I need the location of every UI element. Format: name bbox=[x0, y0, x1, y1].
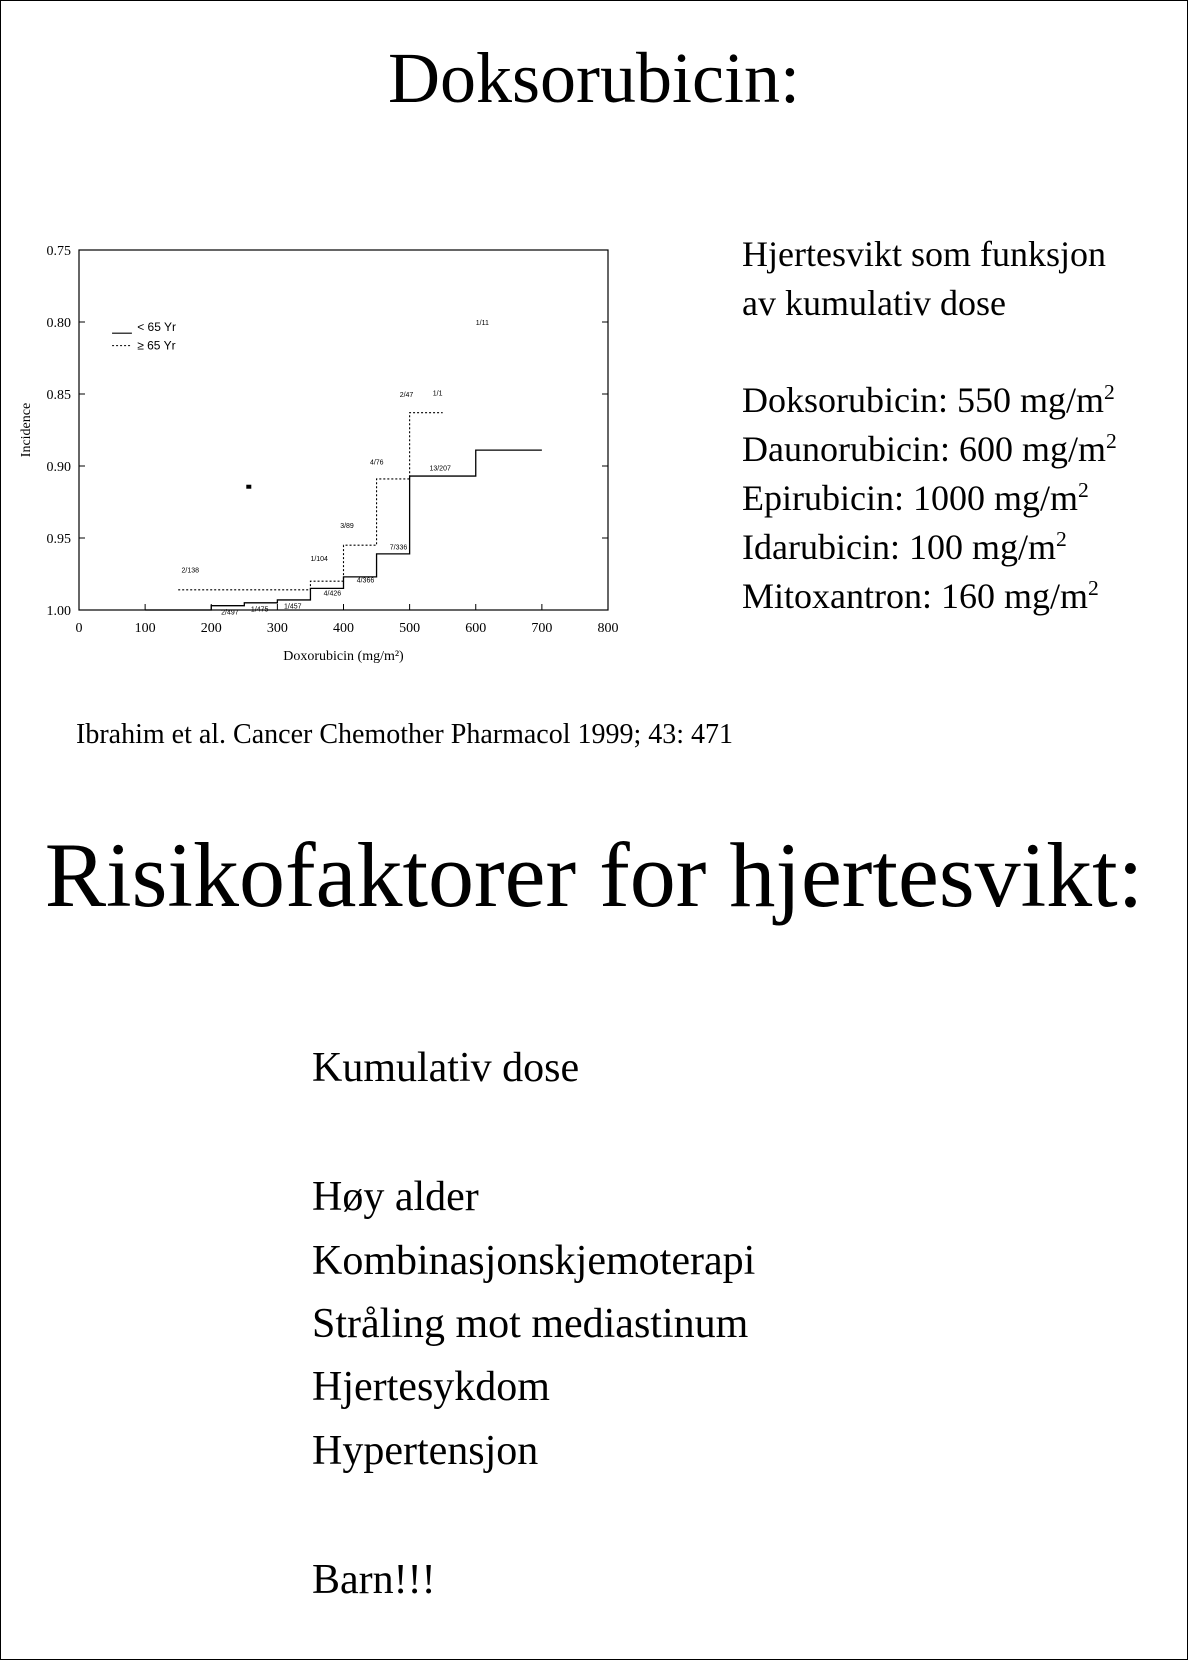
data-label: 1/104 bbox=[310, 556, 328, 564]
risk-factor-item: Kombinasjonskjemoterapi bbox=[312, 1238, 756, 1284]
citation: Ibrahim et al. Cancer Chemother Pharmacol 1999; 43: 471 bbox=[76, 719, 734, 750]
y-tick-label: 0.75 bbox=[46, 244, 71, 259]
data-label: 2/497 bbox=[221, 609, 239, 617]
risk-factor-item: Hypertensjon bbox=[312, 1428, 539, 1474]
data-label: 7/336 bbox=[389, 544, 408, 552]
dose-item: Idarubicin: 100 $mg/m^2$ bbox=[742, 527, 1067, 567]
x-tick-label: 600 bbox=[465, 621, 487, 636]
y-tick-label: 0.95 bbox=[46, 532, 71, 547]
risk-factor-item: Hjertesykdom bbox=[312, 1364, 550, 1410]
x-tick-label: 400 bbox=[333, 621, 354, 636]
data-label: 4/426 bbox=[323, 590, 342, 598]
x-tick-label: 800 bbox=[597, 621, 619, 636]
y-tick-label: 0.85 bbox=[46, 388, 71, 403]
data-label: 13/207 bbox=[429, 465, 451, 473]
description-line: av kumulativ dose bbox=[742, 283, 1006, 323]
x-tick-label: 100 bbox=[134, 621, 156, 636]
incidence-chart bbox=[10, 230, 630, 690]
dose-item: Epirubicin: 1000 $mg/m^2$ bbox=[742, 478, 1089, 518]
chart-legend bbox=[112, 320, 176, 352]
y-tick-label: 0.90 bbox=[46, 460, 71, 475]
legend-label: < 65 Yr bbox=[137, 320, 177, 335]
y-tick-label: 0.80 bbox=[46, 316, 71, 331]
slide1-title: Doksorubicin: bbox=[388, 38, 800, 118]
risk-factor-item: Stråling mot mediastinum bbox=[312, 1301, 749, 1347]
data-label: 1/1 bbox=[432, 390, 443, 398]
dose-item: Daunorubicin: 600 $mg/m^2$ bbox=[742, 429, 1117, 469]
x-tick-label: 700 bbox=[531, 621, 553, 636]
chart-axes bbox=[47, 244, 619, 636]
dose-list bbox=[742, 376, 1117, 621]
x-tick-label: 0 bbox=[75, 621, 83, 636]
chart-series bbox=[145, 413, 542, 610]
data-label: 1/457 bbox=[283, 603, 302, 611]
description-line: Hjertesvikt som funksjon bbox=[742, 234, 1106, 274]
series-under-65 bbox=[145, 450, 542, 610]
dose-item: Doksorubicin: 550 $mg/m^2$ bbox=[742, 380, 1115, 420]
dose-item: Mitoxantron: 160 $mg/m^2$ bbox=[742, 576, 1099, 616]
data-label: 3/89 bbox=[340, 522, 354, 530]
risk-factor-item: Barn!!! bbox=[312, 1557, 436, 1603]
x-tick-label: 300 bbox=[266, 621, 288, 636]
risk-factor-item: Kumulativ dose bbox=[312, 1045, 580, 1091]
x-tick-label: 500 bbox=[399, 621, 421, 636]
chart-labels bbox=[181, 320, 488, 616]
chart-description bbox=[742, 230, 1106, 328]
legend-label: ≥ 65 Yr bbox=[137, 338, 176, 353]
y-tick-label: 1.00 bbox=[46, 604, 71, 619]
data-label: 2/138 bbox=[181, 567, 200, 575]
chart-x-label: Doxorubicin (mg/m²) bbox=[283, 649, 404, 664]
data-label: 1/11 bbox=[475, 319, 489, 327]
data-label: 4/76 bbox=[369, 459, 384, 467]
data-label: 2/47 bbox=[399, 391, 414, 399]
data-label: 1/475 bbox=[250, 606, 269, 614]
series-65-and-over bbox=[178, 413, 443, 590]
risk-factor-item: Høy alder bbox=[312, 1174, 479, 1220]
x-tick-label: 200 bbox=[200, 621, 222, 636]
chart-y-label: Incidence bbox=[19, 402, 34, 458]
stray-mark bbox=[246, 485, 251, 489]
slide2-title: Risikofaktorer for hjertesvikt: bbox=[44, 824, 1144, 926]
plot-frame bbox=[79, 250, 608, 610]
data-label: 4/366 bbox=[356, 577, 375, 585]
